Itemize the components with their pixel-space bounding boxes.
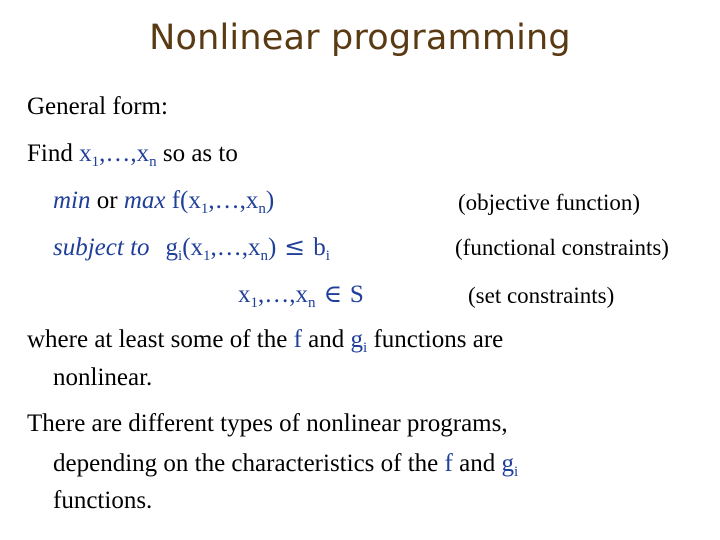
gi-symbol: $g_i$ bbox=[501, 450, 519, 480]
set-note: (set constraints) bbox=[468, 283, 615, 308]
objective-note: (objective function) bbox=[458, 190, 641, 215]
general-form-line bbox=[27, 92, 168, 122]
so-as-to-text: so as to bbox=[156, 140, 238, 167]
objective-expression: $f(x_1,\dots,x_n)$ bbox=[165, 187, 275, 217]
set-constraint-expression: $x_1,\dots,x_n$ ∈ S bbox=[238, 279, 364, 311]
gi-symbol: $g_i$ bbox=[350, 326, 368, 356]
f-symbol: f bbox=[293, 326, 302, 353]
different-line-2: depending on the characteristics of the f and $g_i$ bbox=[53, 450, 519, 480]
slide-title: Nonlinear programming bbox=[149, 18, 571, 58]
subject-to-text: subject to bbox=[53, 234, 150, 261]
different-line-1: There are different types of nonlinear programs, bbox=[27, 410, 508, 437]
where-line-1: where at least some of the f and $g_i$ functions are bbox=[27, 326, 504, 356]
where-line-2: nonlinear. bbox=[53, 364, 153, 391]
variable-list: $x_1,\dots,x_n$ bbox=[79, 140, 157, 170]
min-word: min bbox=[53, 187, 91, 214]
different-line-3: functions. bbox=[53, 487, 153, 514]
objective-line bbox=[53, 186, 274, 216]
find-line bbox=[27, 139, 238, 169]
functional-constraint-expression: $g_i(x_1,\dots,x_n) \le b_i$ bbox=[165, 232, 330, 264]
set-constraint-line bbox=[238, 279, 364, 310]
functional-constraint-line bbox=[53, 232, 330, 263]
general-form-label: General form: bbox=[27, 93, 168, 120]
f-symbol: f bbox=[444, 450, 453, 477]
max-word: max bbox=[123, 187, 166, 214]
functional-note: (functional constraints) bbox=[455, 235, 669, 260]
find-prefix: Find bbox=[27, 140, 80, 167]
or-word: or bbox=[90, 187, 124, 214]
